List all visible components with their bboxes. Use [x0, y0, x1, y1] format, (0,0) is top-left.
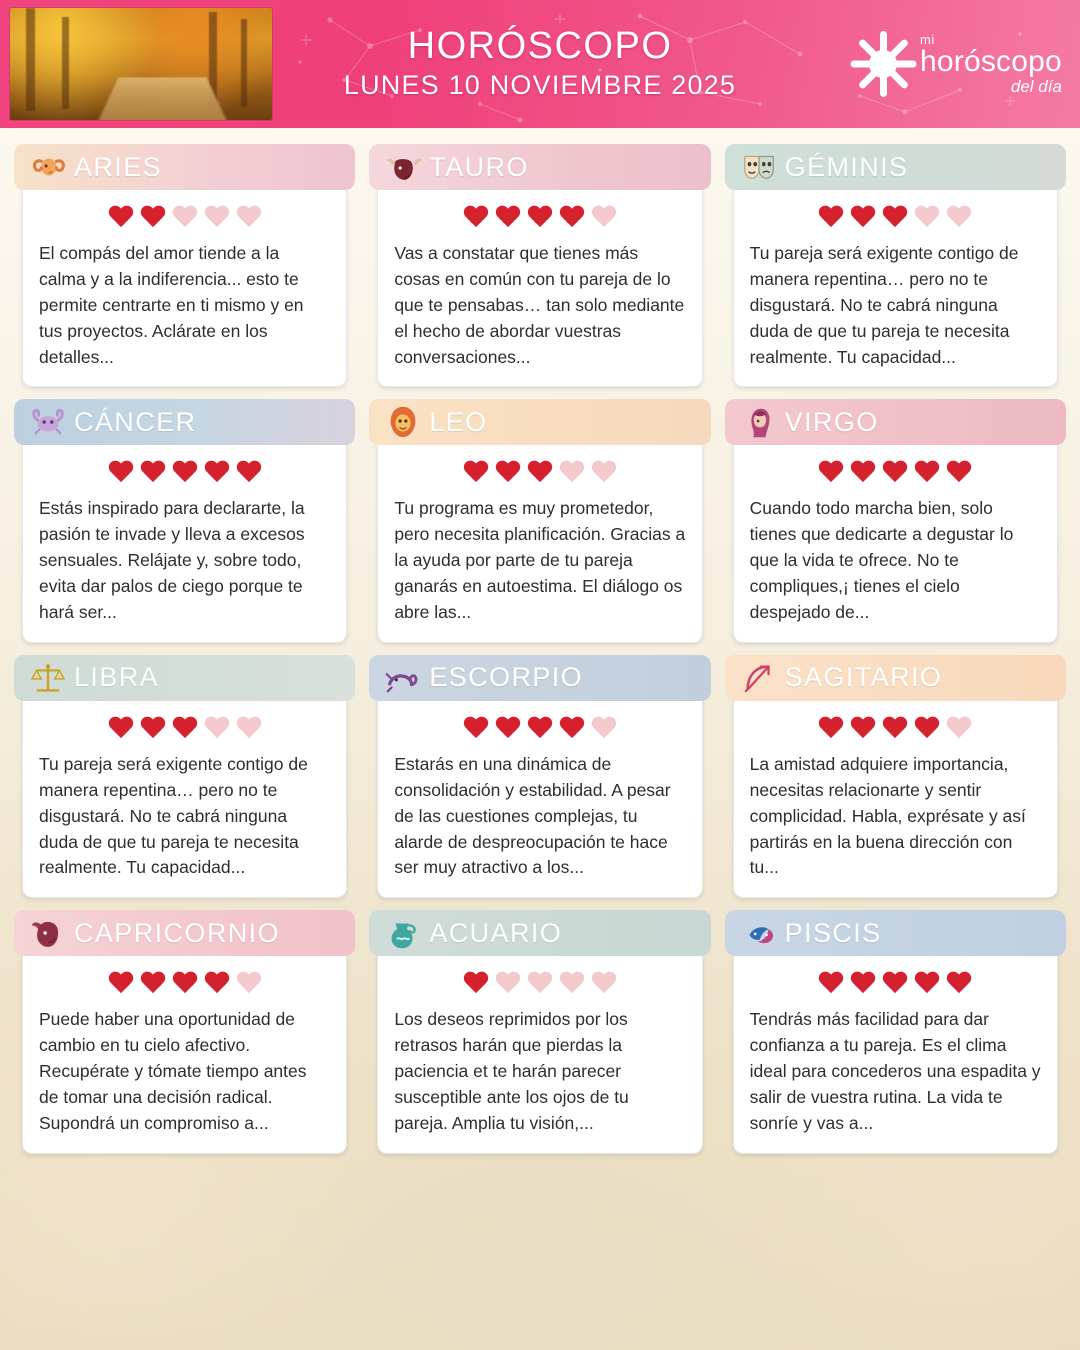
heart-icon [236, 971, 262, 995]
heart-icon [818, 460, 844, 484]
sign-body-virgo [733, 437, 1058, 642]
sign-name: ARIES [74, 151, 163, 182]
brand-prefix: mi [920, 32, 935, 47]
sign-name: TAURO [429, 151, 529, 182]
sign-body-leo [377, 437, 702, 642]
heart-icon [882, 460, 908, 484]
heart-icon [527, 971, 553, 995]
sign-header-aries[interactable] [14, 144, 355, 190]
heart-icon [108, 205, 134, 229]
heart-icon [946, 460, 972, 484]
heart-icon [850, 716, 876, 740]
sign-card-geminis [725, 144, 1066, 387]
taurus-bull-icon [383, 147, 423, 187]
heart-icon [108, 971, 134, 995]
sign-forecast-text: Estarás en una dinámica de consolidación y estabilidad. A pesar de las cuestiones complejas, tu alarde de despreocupación te hace ser muy atractivo a los... [394, 753, 671, 878]
heart-icon [463, 716, 489, 740]
heart-icon [463, 205, 489, 229]
heart-icon [172, 205, 198, 229]
sign-card-escorpio [369, 655, 710, 898]
sign-body-tauro [377, 182, 702, 387]
capricorn-goat-icon [28, 913, 68, 953]
heart-icon [559, 716, 585, 740]
heart-icon [946, 716, 972, 740]
gemini-masks-icon [739, 147, 779, 187]
brand-tagline: del día [1010, 77, 1062, 96]
sign-forecast-text: Los deseos reprimidos por los retrasos harán que pierdas la paciencia et te harán parecer susceptible ante los ojos de tu pareja. Amplia tu visión,... [394, 1009, 629, 1133]
sign-header-tauro[interactable] [369, 144, 710, 190]
heart-icon [495, 460, 521, 484]
heart-icon [818, 716, 844, 740]
sign-card-capricornio [14, 910, 355, 1153]
sign-name: ESCORPIO [429, 662, 584, 693]
sign-card-virgo [725, 399, 1066, 642]
page-header [0, 0, 1080, 128]
sign-body-aries [22, 182, 347, 387]
sign-forecast-text: Cuando todo marcha bien, solo tienes que dedicarte a degustar lo que la vida te ofrece. No te compliques,¡ tienes el cielo despejado de... [749, 498, 1014, 623]
heart-icon [204, 971, 230, 995]
sign-card-piscis [725, 910, 1066, 1153]
sign-header-escorpio[interactable] [369, 655, 710, 701]
sign-name: VIRGO [784, 406, 879, 437]
heart-icon [495, 716, 521, 740]
sign-body-acuario [377, 948, 702, 1153]
sign-header-virgo[interactable] [725, 399, 1066, 445]
sign-body-cancer [22, 437, 347, 642]
heart-icon [559, 205, 585, 229]
heart-icon [559, 971, 585, 995]
sign-card-leo [369, 399, 710, 642]
heart-icon [108, 716, 134, 740]
heart-icon [236, 716, 262, 740]
love-rating [750, 205, 1041, 229]
sign-body-geminis [733, 182, 1058, 387]
aries-ram-icon [28, 147, 68, 187]
sign-body-libra [22, 693, 347, 898]
sign-header-capricornio[interactable] [14, 910, 355, 956]
heart-icon [495, 971, 521, 995]
heart-icon [850, 205, 876, 229]
brand-name: horóscopo [920, 45, 1062, 78]
heart-icon [882, 716, 908, 740]
cancer-crab-icon [28, 402, 68, 442]
heart-icon [527, 205, 553, 229]
sign-body-piscis [733, 948, 1058, 1153]
sign-header-cancer[interactable] [14, 399, 355, 445]
heart-icon [946, 971, 972, 995]
sign-card-libra [14, 655, 355, 898]
sign-card-acuario [369, 910, 710, 1153]
page-title: HORÓSCOPO [407, 24, 673, 67]
heart-icon [108, 460, 134, 484]
heart-icon [172, 460, 198, 484]
sign-name: LEO [429, 406, 488, 437]
heart-icon [140, 460, 166, 484]
heart-icon [591, 460, 617, 484]
sign-header-piscis[interactable] [725, 910, 1066, 956]
sign-header-acuario[interactable] [369, 910, 710, 956]
sun-icon [852, 33, 914, 95]
virgo-maiden-icon [739, 402, 779, 442]
sign-body-escorpio [377, 693, 702, 898]
sign-card-aries [14, 144, 355, 387]
love-rating [394, 460, 685, 484]
horoscope-grid [0, 128, 1080, 1168]
heart-icon [818, 971, 844, 995]
love-rating [750, 460, 1041, 484]
heart-icon [463, 971, 489, 995]
love-rating [750, 971, 1041, 995]
heart-icon [559, 460, 585, 484]
sign-header-leo[interactable] [369, 399, 710, 445]
sign-forecast-text: El compás del amor tiende a la calma y a la indiferencia... esto te permite centrarte en ti mismo y en tus proyectos. Aclárate en los detalles... [39, 243, 304, 367]
sign-forecast-text: Tendrás más facilidad para dar confianza a tu pareja. Es el clima ideal para concederos una espadita y salir de vuestra rutina. La vida te sonríe y vas a... [749, 1009, 1041, 1133]
sign-header-sagitario[interactable] [725, 655, 1066, 701]
sign-forecast-text: Tu programa es muy prometedor, pero necesita planificación. Gracias a la ayuda por parte de tu pareja ganarás en autoestima. El diálogo os abre las... [394, 498, 686, 623]
sign-card-tauro [369, 144, 710, 387]
leo-lion-icon [383, 402, 423, 442]
love-rating [394, 205, 685, 229]
sign-forecast-text: Vas a constatar que tienes más cosas en común con tu pareja de lo que te pensabas… tan solo mediante el hecho de abordar vuestras conversaciones... [394, 243, 685, 367]
heart-icon [172, 716, 198, 740]
heart-icon [527, 460, 553, 484]
sagittarius-bow-icon [739, 658, 779, 698]
sign-name: CÁNCER [74, 406, 197, 437]
sign-body-capricornio [22, 948, 347, 1153]
sign-name: LIBRA [74, 662, 160, 693]
heart-icon [914, 205, 940, 229]
heart-icon [204, 205, 230, 229]
heart-icon [236, 460, 262, 484]
heart-icon [236, 205, 262, 229]
heart-icon [527, 716, 553, 740]
heart-icon [591, 716, 617, 740]
heart-icon [591, 205, 617, 229]
love-rating [394, 971, 685, 995]
sign-name: PISCIS [784, 917, 882, 948]
libra-scales-icon [28, 658, 68, 698]
sign-name: SAGITARIO [784, 662, 943, 693]
sign-forecast-text: La amistad adquiere importancia, necesitas relacionarte y sentir complicidad. Habla, exprésate y así partirás en la buena dirección con tu... [749, 753, 1026, 878]
heart-icon [591, 971, 617, 995]
sign-body-sagitario [733, 693, 1058, 898]
sign-forecast-text: Puede haber una oportunidad de cambio en tu cielo afectivo. Recupérate y tómate tiempo antes de tomar una decisión radical. Supondrá un compromiso a... [39, 1009, 307, 1133]
sign-name: ACUARIO [429, 917, 563, 948]
brand-logo-text [920, 33, 1062, 95]
sign-forecast-text: Tu pareja será exigente contigo de manera repentina… pero no te disgustará. No te cabrá ninguna duda de que tu pareja te necesita realmente. Tu capacidad... [39, 753, 308, 878]
heart-icon [882, 971, 908, 995]
love-rating [39, 460, 330, 484]
heart-icon [140, 205, 166, 229]
sign-card-cancer [14, 399, 355, 642]
love-rating [39, 205, 330, 229]
heart-icon [818, 205, 844, 229]
heart-icon [882, 205, 908, 229]
heart-icon [914, 460, 940, 484]
sign-forecast-text: Estás inspirado para declararte, la pasión te invade y lleva a excesos sensuales. Relájate y, sobre todo, evita dar palos de ciego porque te hará ser... [39, 498, 305, 623]
sign-header-geminis[interactable] [725, 144, 1066, 190]
heart-icon [914, 971, 940, 995]
sign-header-libra[interactable] [14, 655, 355, 701]
heart-icon [850, 460, 876, 484]
sign-name: CAPRICORNIO [74, 917, 280, 948]
heart-icon [463, 460, 489, 484]
sign-card-sagitario [725, 655, 1066, 898]
sign-name: GÉMINIS [784, 151, 909, 182]
pisces-fish-icon [739, 913, 779, 953]
heart-icon [204, 716, 230, 740]
brand-logo[interactable] [852, 16, 1062, 112]
scorpio-scorpion-icon [383, 658, 423, 698]
heart-icon [946, 205, 972, 229]
heart-icon [495, 205, 521, 229]
aquarius-pitcher-icon [383, 913, 423, 953]
heart-icon [914, 716, 940, 740]
heart-icon [850, 971, 876, 995]
love-rating [750, 716, 1041, 740]
love-rating [39, 971, 330, 995]
love-rating [394, 716, 685, 740]
page-date: LUNES 10 NOVIEMBRE 2025 [343, 70, 737, 101]
love-rating [39, 716, 330, 740]
heart-icon [204, 460, 230, 484]
heart-icon [172, 971, 198, 995]
heart-icon [140, 971, 166, 995]
heart-icon [140, 716, 166, 740]
sign-forecast-text: Tu pareja será exigente contigo de manera repentina… pero no te disgustará. No te cabrá ninguna duda de que tu pareja te necesita realmente. Tu capacidad... [749, 243, 1019, 367]
